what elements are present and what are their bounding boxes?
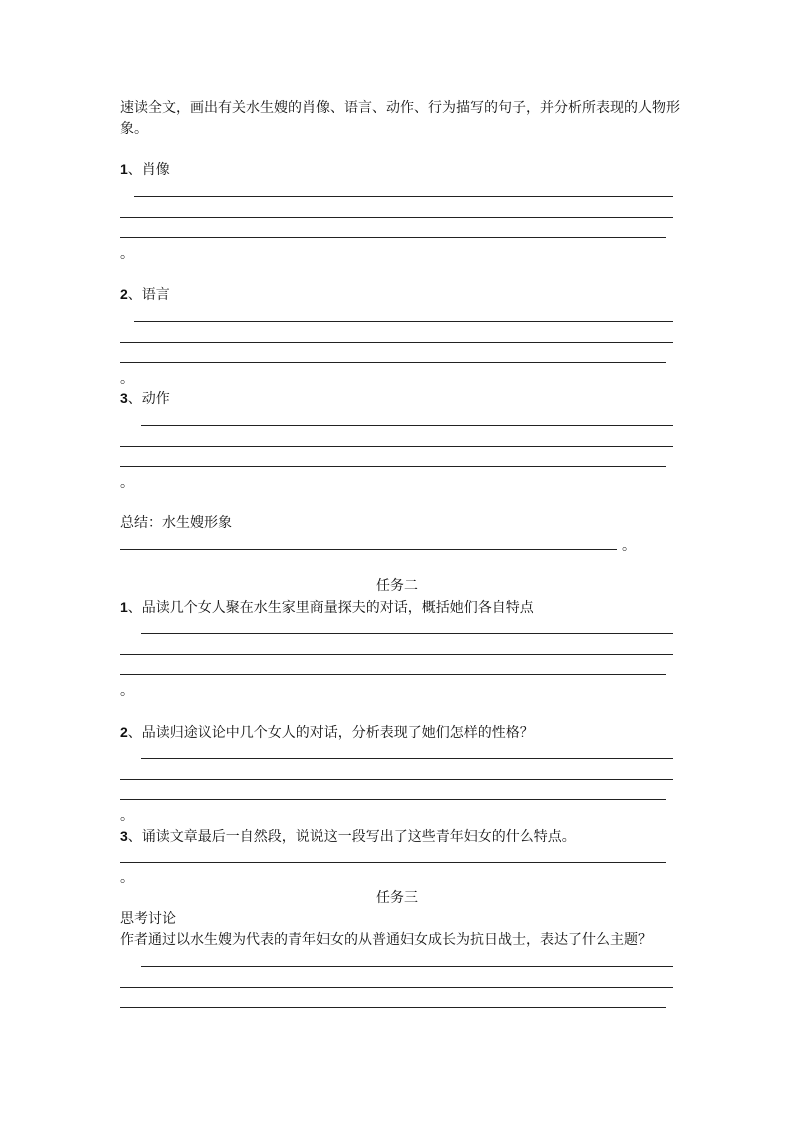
question-text: 、肖像 [127,162,170,178]
question-text: 、动作 [127,391,170,407]
question-text: 、品读几个女人聚在水生家里商量探夫的对话，概括她们各自特点 [127,600,534,616]
answer-line[interactable] [120,466,666,467]
period-mark: 。 [120,475,134,491]
answer-line[interactable] [120,654,673,655]
task2-heading: 任务二 [376,578,418,594]
answer-line[interactable] [141,966,673,967]
question-number: 1 [120,599,128,615]
question-language [120,285,170,304]
question-number: 2 [120,724,128,740]
task3-subheading: 思考讨论 [120,911,176,927]
answer-line[interactable] [120,987,673,988]
task3-heading: 任务三 [376,890,418,906]
question-number: 1 [120,161,128,177]
answer-line[interactable] [134,321,673,322]
period-mark: 。 [622,538,636,554]
question-number: 2 [120,286,128,302]
question-action [120,389,170,408]
question-portrait [120,160,170,179]
question-number: 3 [120,390,128,406]
task2-question-3 [120,827,576,846]
question-text: 、诵读文章最后一自然段，说说这一段写出了这些青年妇女的什么特点。 [127,829,576,845]
intro-line-2: 象。 [120,121,148,137]
answer-line[interactable] [141,758,673,759]
period-mark: 。 [120,870,134,886]
answer-line[interactable] [120,446,673,447]
answer-line[interactable] [134,196,673,197]
period-mark: 。 [120,371,134,387]
task3-question: 作者通过以水生嫂为代表的青年妇女的从普通妇女成长为抗日战士，表达了什么主题？ [120,932,652,948]
answer-line[interactable] [120,217,673,218]
period-mark: 。 [120,683,134,699]
task2-question-2 [120,723,534,742]
answer-line[interactable] [120,674,666,675]
period-mark: 。 [120,246,134,262]
answer-line[interactable] [141,425,673,426]
answer-line[interactable] [120,237,666,238]
answer-line[interactable] [120,799,666,800]
answer-line[interactable] [120,779,673,780]
task2-question-1 [120,598,534,617]
answer-line[interactable] [120,362,666,363]
question-text: 、品读归途议论中几个女人的对话，分析表现了她们怎样的性格？ [127,725,534,741]
period-mark: 。 [120,808,134,824]
answer-line[interactable] [120,1007,666,1008]
question-text: 、语言 [127,287,170,303]
intro-line-1: 速读全文，画出有关水生嫂的肖像、语言、动作、行为描写的句子，并分析所表现的人物形 [120,100,680,116]
answer-line[interactable] [120,549,617,550]
summary-label: 总结：水生嫂形象 [120,515,232,531]
answer-line[interactable] [141,633,673,634]
answer-line[interactable] [120,342,673,343]
answer-line[interactable] [120,862,666,863]
question-number: 3 [120,828,128,844]
